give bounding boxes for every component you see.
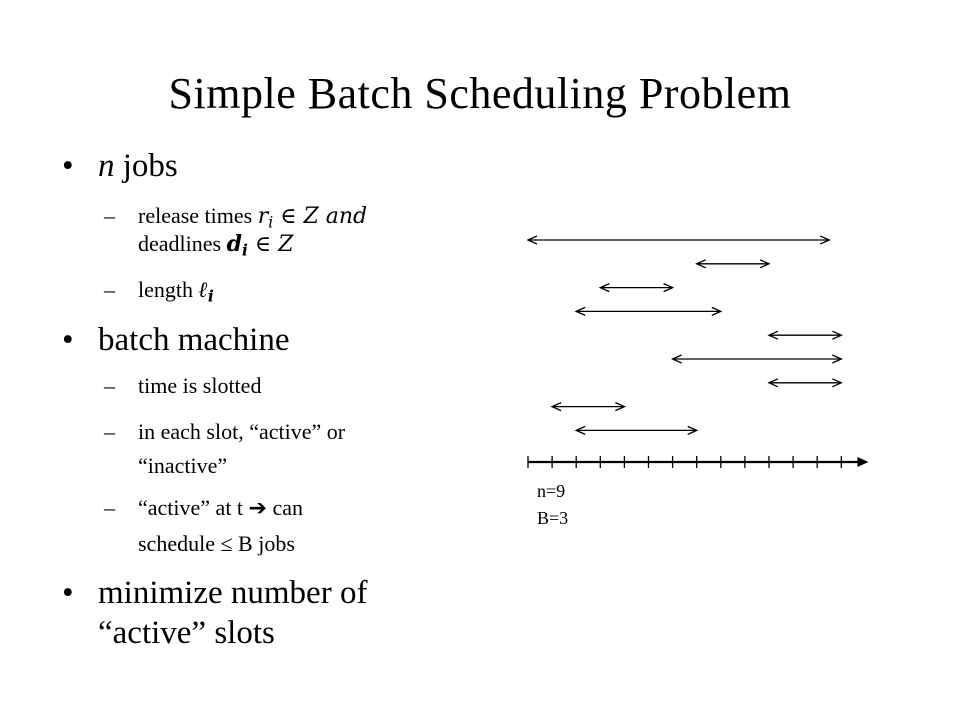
slotted-text: time is slotted xyxy=(138,373,262,398)
minimize-text: minimize number of xyxy=(98,575,368,611)
job-interval xyxy=(673,355,842,363)
axis-arrowhead xyxy=(857,457,868,467)
jobs-text: jobs xyxy=(114,148,178,184)
deadline-symbol: d xyxy=(226,231,242,257)
right-arrow-icon: ➔ xyxy=(248,496,267,521)
length-subscript: i xyxy=(207,287,214,306)
job-interval xyxy=(697,260,769,268)
release-label: release times xyxy=(138,203,258,228)
length-symbol: ℓ xyxy=(198,277,208,303)
deadlines-label: deadlines xyxy=(138,231,227,256)
b-label: B=3 xyxy=(537,508,569,528)
schedule-b-jobs-text: schedule ≤ B jobs xyxy=(138,531,295,556)
job-interval xyxy=(769,379,841,387)
deadline-subscript: i xyxy=(241,241,248,260)
job-intervals xyxy=(528,236,841,434)
bullet-dot: • xyxy=(62,322,74,358)
release-symbol: r xyxy=(257,204,269,229)
job-interval xyxy=(576,307,721,315)
job-interval xyxy=(769,331,841,339)
job-interval xyxy=(552,403,624,411)
active-at-t-text: “active” at t xyxy=(138,495,249,520)
inactive-text: “inactive” xyxy=(138,453,228,478)
n-variable: n xyxy=(98,148,115,184)
bullet-dot: • xyxy=(62,148,74,184)
job-interval xyxy=(600,284,672,292)
release-subscript: i xyxy=(268,213,274,232)
length-label: length xyxy=(138,277,199,302)
slide-title: Simple Batch Scheduling Problem xyxy=(168,69,792,118)
job-interval xyxy=(528,236,829,244)
time-axis xyxy=(528,456,868,468)
bullet-dot: • xyxy=(62,575,74,611)
n-label: n=9 xyxy=(537,481,566,501)
deadline-set: ∈ Z xyxy=(247,232,294,257)
each-slot-text: in each slot, “active” or xyxy=(138,419,346,444)
job-interval xyxy=(576,426,697,434)
active-slots-text: “active” slots xyxy=(98,615,275,651)
release-set: ∈ Z and xyxy=(273,204,368,229)
batch-machine-text: batch machine xyxy=(98,322,290,358)
can-text: can xyxy=(266,495,304,520)
